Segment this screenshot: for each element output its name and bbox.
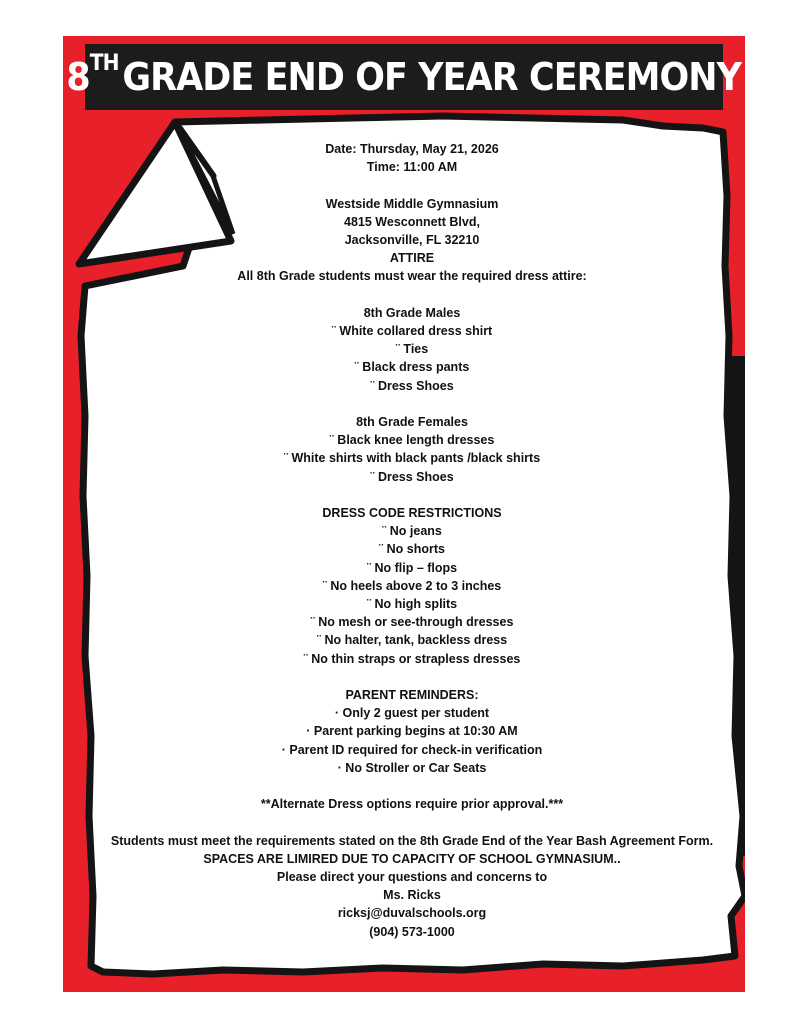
restriction-item: ¨ No heels above 2 to 3 inches bbox=[322, 578, 502, 593]
restriction-item: ¨ No jeans bbox=[382, 524, 442, 539]
spacer bbox=[63, 395, 761, 413]
spacer bbox=[63, 486, 761, 504]
females-heading: 8th Grade Females bbox=[356, 415, 468, 429]
title-text: GRADE END OF YEAR CEREMONY bbox=[122, 55, 742, 99]
restriction-item: ¨ No thin straps or strapless dresses bbox=[303, 651, 521, 666]
requirements-note: Students must meet the requirements stated on the 8th Grade End of the Year Bash Agreement Form. bbox=[110, 833, 714, 848]
contact-name: Ms. Ricks bbox=[383, 888, 441, 903]
spacer bbox=[63, 176, 761, 194]
attire-heading: ATTIRE bbox=[389, 251, 435, 266]
females-item: ¨ Dress Shoes bbox=[370, 469, 454, 484]
females-item: ¨ White shirts with black pants /black shirts bbox=[283, 451, 541, 466]
parent-reminder-item: · No Stroller or Car Seats bbox=[337, 760, 487, 775]
event-date: Date: Thursday, May 21, 2026 bbox=[325, 142, 499, 156]
spacer bbox=[63, 286, 761, 304]
questions-note: Please direct your questions and concerns to bbox=[276, 870, 548, 885]
spacer bbox=[63, 777, 761, 795]
contact-email: ricksj@duvalschools.org bbox=[337, 906, 487, 921]
spacer bbox=[63, 813, 761, 831]
title-superscript: TH bbox=[90, 51, 119, 76]
restriction-item: ¨ No high splits bbox=[366, 597, 458, 612]
capacity-note: SPACES ARE LIMIRED DUE TO CAPACITY OF SCHOOL GYMNASIUM.. bbox=[203, 851, 621, 866]
parent-reminder-item: · Only 2 guest per student bbox=[334, 706, 490, 721]
males-heading: 8th Grade Males bbox=[363, 305, 461, 320]
males-item: ¨ Dress Shoes bbox=[370, 378, 454, 393]
event-address-line1: 4815 Wesconnett Blvd, bbox=[344, 214, 480, 229]
restriction-item: ¨ No mesh or see-through dresses bbox=[310, 615, 514, 630]
restriction-item: ¨ No flip – flops bbox=[366, 560, 458, 575]
alternate-dress-note: **Alternate Dress options require prior approval.*** bbox=[260, 797, 564, 812]
males-item: ¨ Black dress pants bbox=[354, 360, 470, 375]
restrictions-heading: DRESS CODE RESTRICTIONS bbox=[322, 506, 502, 520]
flyer-content bbox=[63, 140, 761, 941]
contact-phone: (904) 573-1000 bbox=[369, 924, 455, 939]
event-time: Time: 11:00 AM bbox=[366, 160, 458, 175]
parents-heading: PARENT REMINDERS: bbox=[345, 688, 479, 703]
attire-intro: All 8th Grade students must wear the required dress attire: bbox=[237, 269, 587, 284]
event-venue: Westside Middle Gymnasium bbox=[325, 196, 499, 211]
parent-reminder-item: · Parent parking begins at 10:30 AM bbox=[306, 724, 518, 739]
spacer bbox=[63, 668, 761, 686]
males-item: ¨ Ties bbox=[395, 342, 429, 357]
title-number: 8 bbox=[66, 55, 91, 99]
restriction-item: ¨ No halter, tank, backless dress bbox=[316, 633, 508, 648]
event-address-line2: Jacksonville, FL 32210 bbox=[344, 233, 480, 247]
females-item: ¨ Black knee length dresses bbox=[329, 433, 495, 448]
parent-reminder-item: · Parent ID required for check-in verification bbox=[281, 742, 543, 757]
males-item: ¨ White collared dress shirt bbox=[331, 324, 493, 338]
restriction-item: ¨ No shorts bbox=[379, 542, 445, 557]
